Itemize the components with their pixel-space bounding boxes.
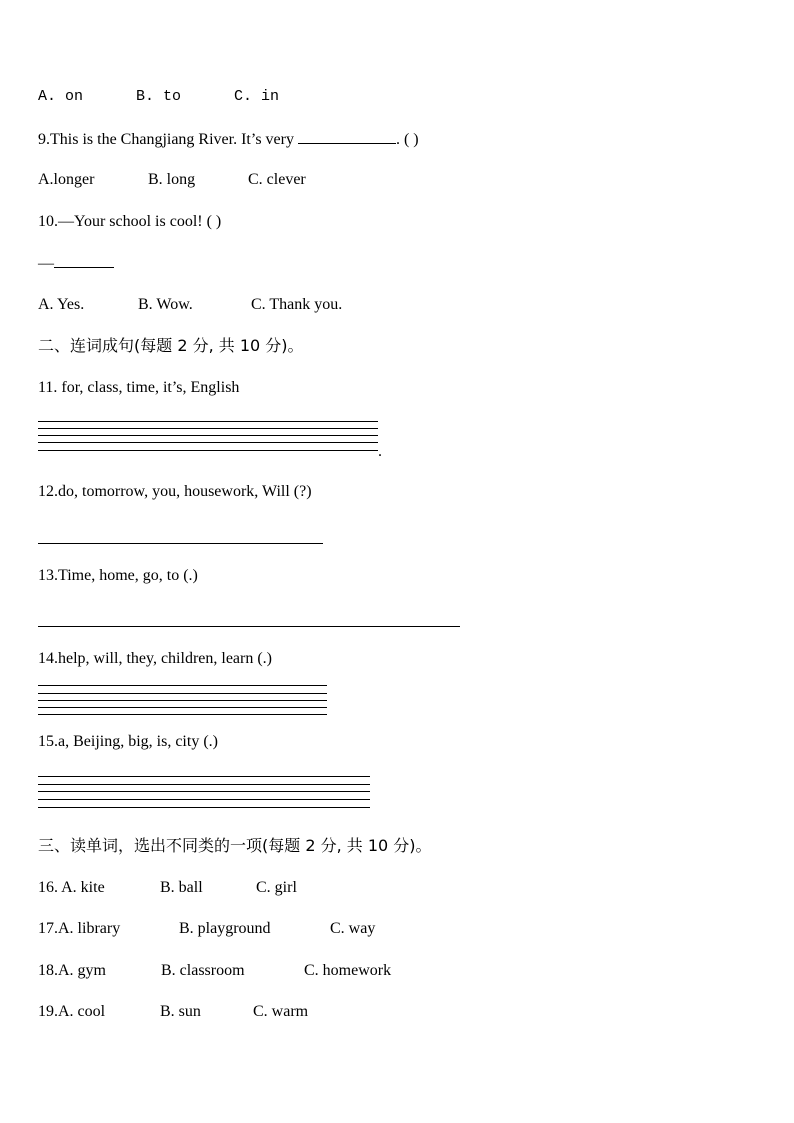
q11-answer-line-4[interactable]: [38, 442, 378, 443]
q9-text: 9.This is the Changjiang River. It’s very: [38, 131, 294, 148]
q17-option-c: C. way: [330, 920, 376, 937]
q8-option-c: C. in: [234, 88, 280, 105]
q9-options: [38, 170, 306, 190]
q14-answer-line-2[interactable]: [38, 693, 327, 694]
section2-title: 二、连词成句(每题 2 分, 共 10 分)。: [38, 336, 304, 355]
q8-option-a: A. on: [38, 88, 84, 105]
q11-answer-line-5[interactable]: [38, 450, 378, 451]
q16-option-a: 16. A. kite: [38, 879, 105, 896]
q10-option-a: A. Yes.: [38, 296, 85, 313]
q16-option-b: B. ball: [160, 879, 203, 896]
q14-answer-line-3[interactable]: [38, 700, 327, 701]
q14-answer-line-5[interactable]: [38, 714, 327, 715]
q9-text-end: . ( ): [395, 131, 419, 148]
q10-option-c: C. Thank you.: [251, 296, 343, 313]
q19-option-b: B. sun: [160, 1003, 201, 1020]
q14-words: 14.help, will, they, children, learn (.): [38, 650, 272, 667]
q8-option-b: B. to: [136, 88, 182, 105]
q15-answer-line-3[interactable]: [38, 791, 370, 792]
q15-answer-line-1[interactable]: [38, 776, 370, 777]
q19-option-a: 19.A. cool: [38, 1003, 106, 1020]
section3-title: 三、读单词，选出不同类的一项(每题 2 分, 共 10 分)。: [38, 836, 432, 855]
q14-answer-line-1[interactable]: [38, 685, 327, 686]
q9-option-c: C. clever: [248, 171, 306, 188]
q15-words: 15.a, Beijing, big, is, city (.): [38, 733, 218, 750]
q15-answer-line-4[interactable]: [38, 799, 370, 800]
q11-answer-line-3[interactable]: [38, 435, 378, 436]
q19-option-c: C. warm: [253, 1003, 309, 1020]
q9-blank[interactable]: [298, 129, 396, 144]
q11-answer-line-1[interactable]: [38, 421, 378, 422]
q18-option-b: B. classroom: [161, 962, 245, 979]
q12-answer-line[interactable]: [38, 543, 323, 544]
q16-options: [38, 878, 297, 898]
q14-answer-line-4[interactable]: [38, 707, 327, 708]
q11-answer-line-2[interactable]: [38, 428, 378, 429]
q10-blank[interactable]: [54, 253, 114, 268]
q17-option-b: B. playground: [179, 920, 271, 937]
q18-option-a: 18.A. gym: [38, 962, 106, 979]
q11-period: .: [378, 443, 382, 460]
q9-option-b: B. long: [148, 171, 196, 188]
q10-option-b: B. Wow.: [138, 296, 193, 313]
q12-words: 12.do, tomorrow, you, housework, Will (?): [38, 483, 312, 500]
q10-answer-line: [38, 253, 114, 274]
q17-options: [38, 919, 375, 939]
q13-answer-line[interactable]: [38, 626, 460, 627]
q10-options: [38, 295, 342, 315]
q18-option-c: C. homework: [304, 962, 392, 979]
q16-option-c: C. girl: [256, 879, 297, 896]
q19-options: [38, 1002, 308, 1022]
q15-answer-line-2[interactable]: [38, 784, 370, 785]
q13-words: 13.Time, home, go, to (.): [38, 567, 198, 584]
q8-options: [38, 87, 279, 107]
q17-option-a: 17.A. library: [38, 920, 121, 937]
q9-question: [38, 129, 419, 150]
q10-question: 10.—Your school is cool! ( ): [38, 213, 222, 230]
q18-options: [38, 961, 391, 981]
q11-words: 11. for, class, time, it’s, English: [38, 379, 240, 396]
q15-answer-line-5[interactable]: [38, 807, 370, 808]
q9-option-a: A.longer: [38, 171, 95, 188]
q10-dash: —: [38, 255, 54, 272]
